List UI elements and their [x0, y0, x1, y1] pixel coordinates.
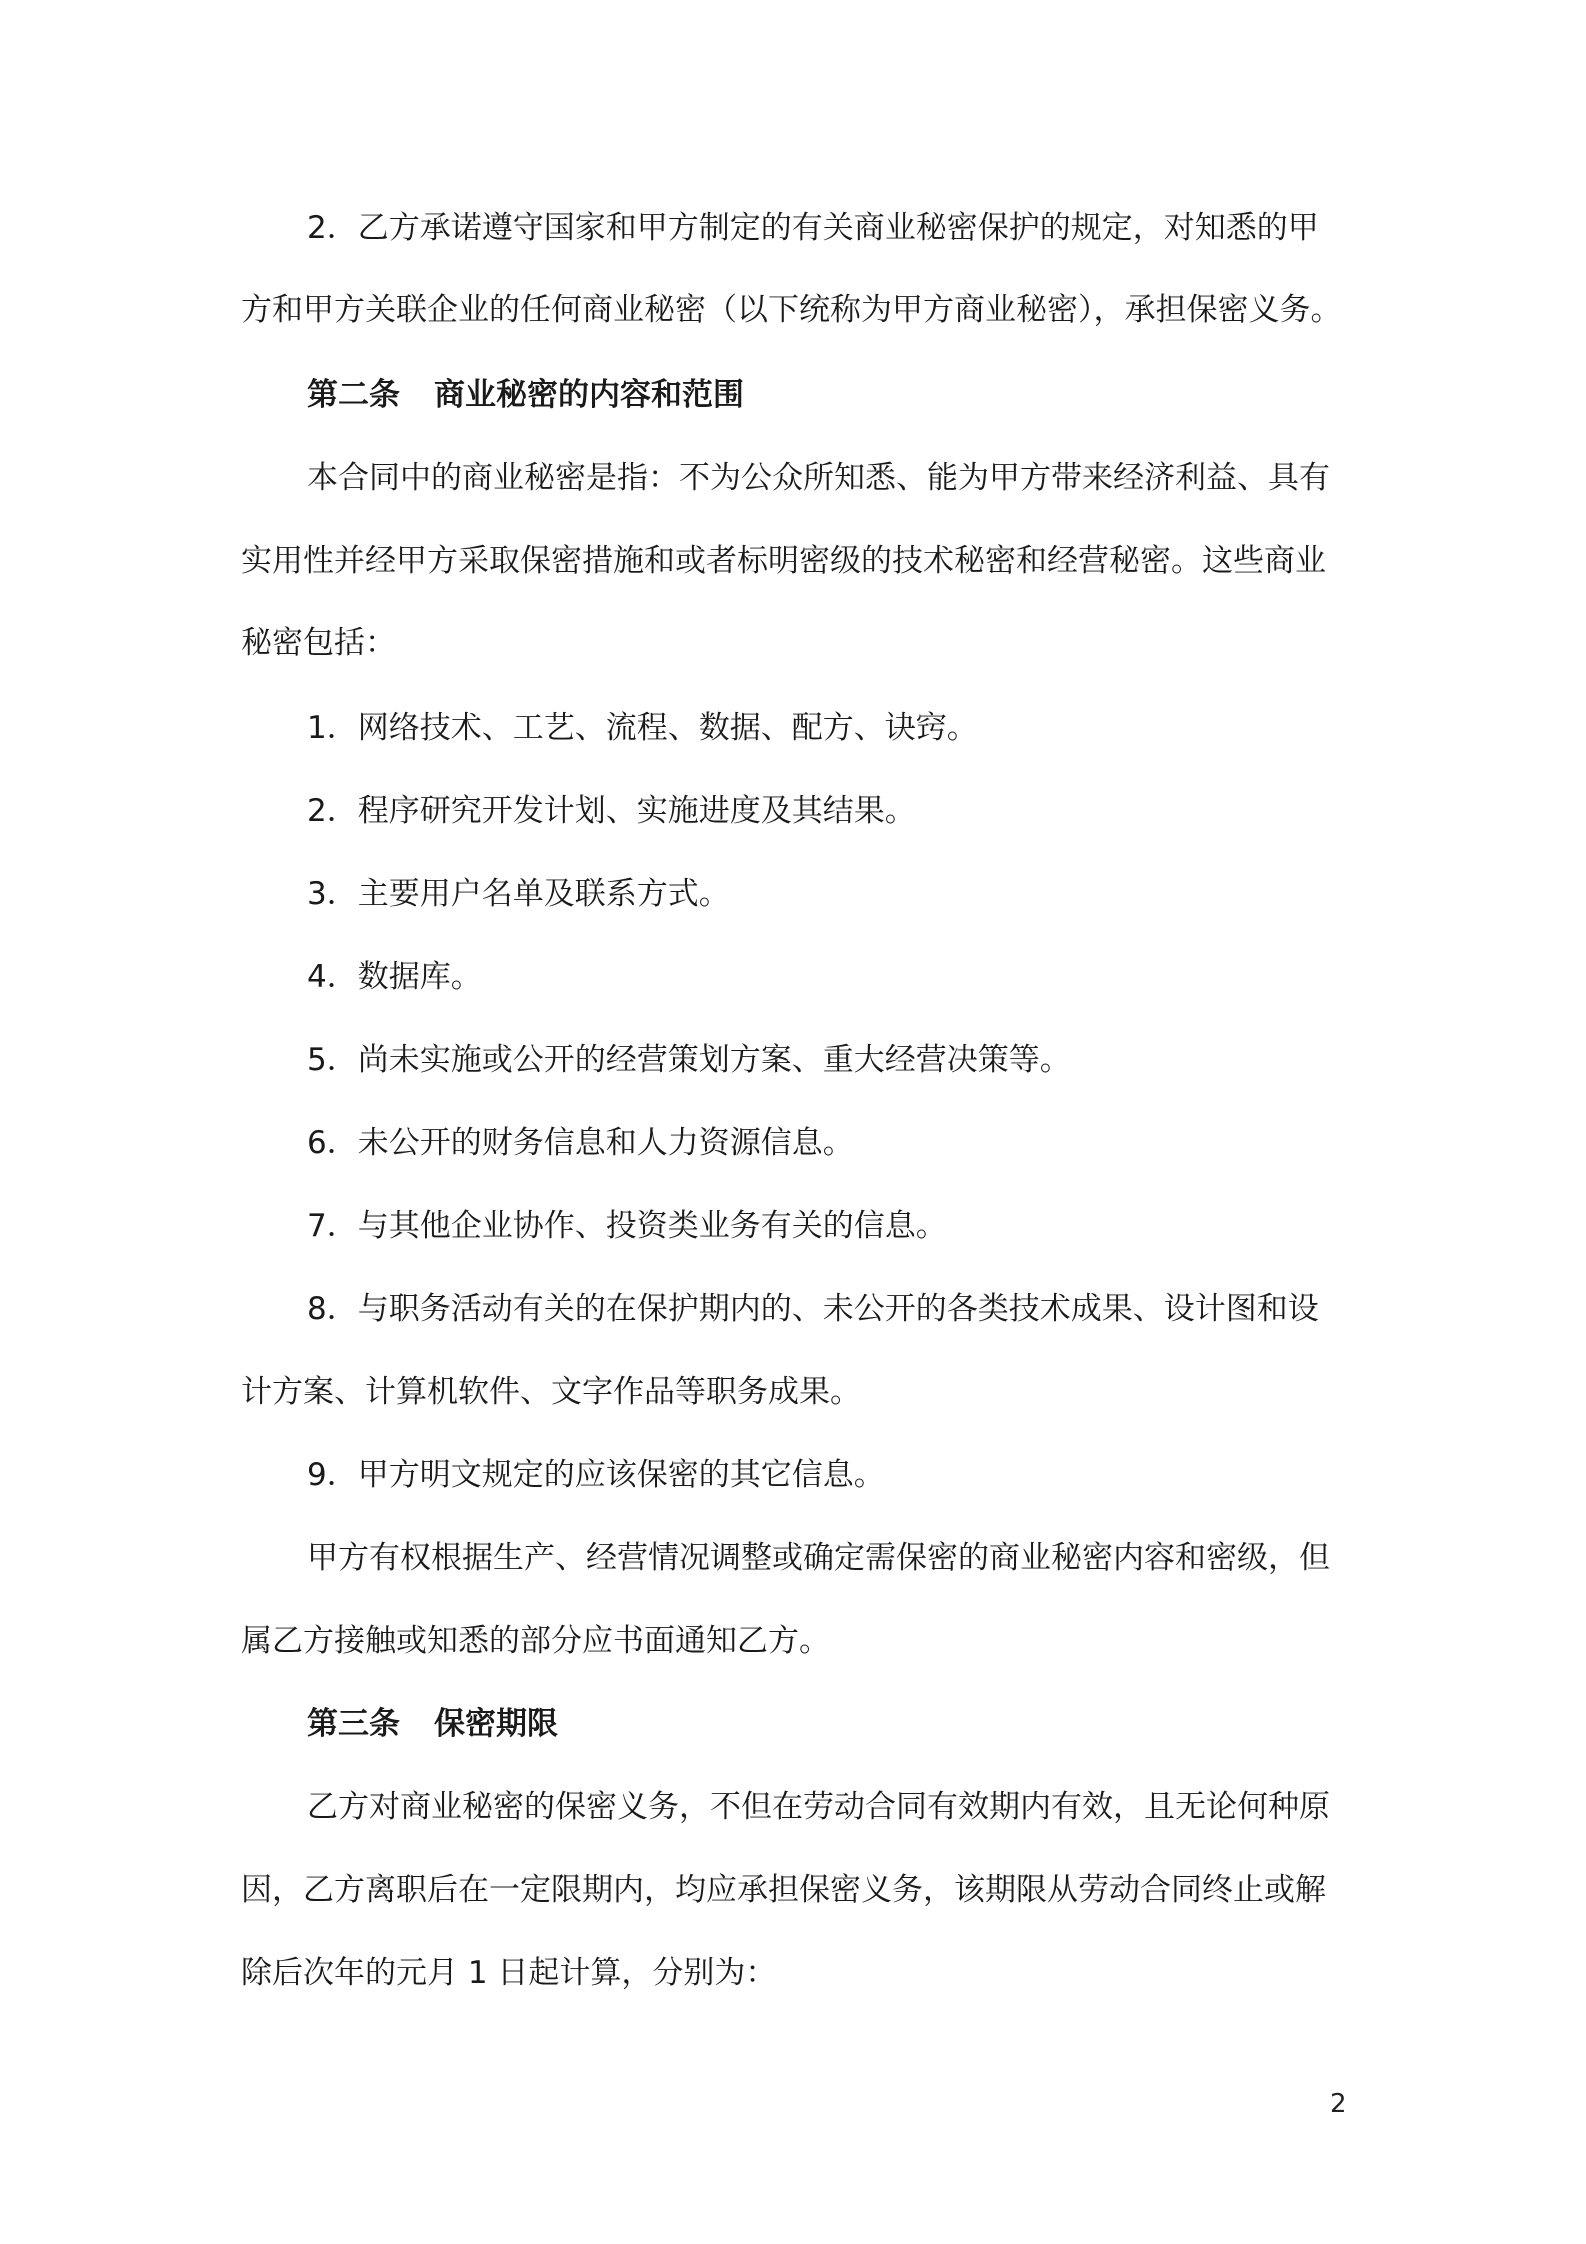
list-item — [0, 708, 1586, 748]
list-item — [0, 791, 1586, 831]
paragraph-line — [0, 1953, 1586, 1993]
section-heading — [0, 375, 1586, 415]
paragraph-line — [0, 458, 1586, 498]
text: 9．甲方明文规定的应该保密的其它信息。 — [307, 1457, 885, 1493]
text: 计方案、计算机软件、文字作品等职务成果。 — [241, 1374, 861, 1410]
page-number: 2 — [1330, 2089, 1347, 2119]
list-item — [0, 957, 1586, 997]
paragraph-line — [0, 1870, 1586, 1910]
text: 实用性并经甲方采取保密措施和或者标明密级的技术秘密和经营秘密。这些商业 — [241, 543, 1326, 579]
text: 秘密包括： — [241, 625, 396, 661]
article-number: 第二条 — [307, 377, 400, 413]
text: 1．网络技术、工艺、流程、数据、配方、诀窍。 — [307, 710, 978, 746]
text: 甲方有权根据生产、经营情况调整或确定需保密的商业秘密内容和密级，但 — [307, 1540, 1330, 1576]
text: 2．乙方承诺遵守国家和甲方制定的有关商业秘密保护的规定，对知悉的甲 — [307, 210, 1319, 246]
list-item — [0, 1455, 1586, 1495]
list-item — [0, 1289, 1586, 1329]
paragraph-line — [0, 1538, 1586, 1578]
text: 因，乙方离职后在一定限期内，均应承担保密义务，该期限从劳动合同终止或解 — [241, 1872, 1326, 1908]
text: 3．主要用户名单及联系方式。 — [307, 876, 730, 912]
list-item-continuation — [0, 1372, 1586, 1412]
section-heading — [0, 1704, 1586, 1744]
text: 2．程序研究开发计划、实施进度及其结果。 — [307, 793, 916, 829]
text: 属乙方接触或知悉的部分应书面通知乙方。 — [241, 1623, 830, 1659]
text: 乙方对商业秘密的保密义务，不但在劳动合同有效期内有效，且无论何种原 — [307, 1789, 1330, 1825]
paragraph-line — [0, 208, 1586, 248]
paragraph-line — [0, 1787, 1586, 1827]
text: 方和甲方关联企业的任何商业秘密（以下统称为甲方商业秘密），承担保密义务。 — [241, 292, 1342, 328]
article-title: 商业秘密的内容和范围 — [434, 377, 744, 413]
article-title: 保密期限 — [434, 1706, 558, 1742]
article-number: 第三条 — [307, 1706, 400, 1742]
text: 5．尚未实施或公开的经营策划方案、重大经营决策等。 — [307, 1042, 1071, 1078]
text: 7．与其他企业协作、投资类业务有关的信息。 — [307, 1208, 947, 1244]
paragraph-line — [0, 1621, 1586, 1661]
text: 8．与职务活动有关的在保护期内的、未公开的各类技术成果、设计图和设 — [307, 1291, 1319, 1327]
paragraph-line — [0, 541, 1586, 581]
text: 除后次年的元月 1 日起计算，分别为： — [241, 1955, 777, 1991]
text: 4．数据库。 — [307, 959, 482, 995]
paragraph-line — [0, 623, 1586, 663]
text: 6．未公开的财务信息和人力资源信息。 — [307, 1125, 854, 1161]
list-item — [0, 1206, 1586, 1246]
list-item — [0, 1123, 1586, 1163]
text: 本合同中的商业秘密是指：不为公众所知悉、能为甲方带来经济利益、具有 — [307, 460, 1330, 496]
list-item — [0, 1040, 1586, 1080]
list-item — [0, 874, 1586, 914]
paragraph-line — [0, 290, 1586, 330]
